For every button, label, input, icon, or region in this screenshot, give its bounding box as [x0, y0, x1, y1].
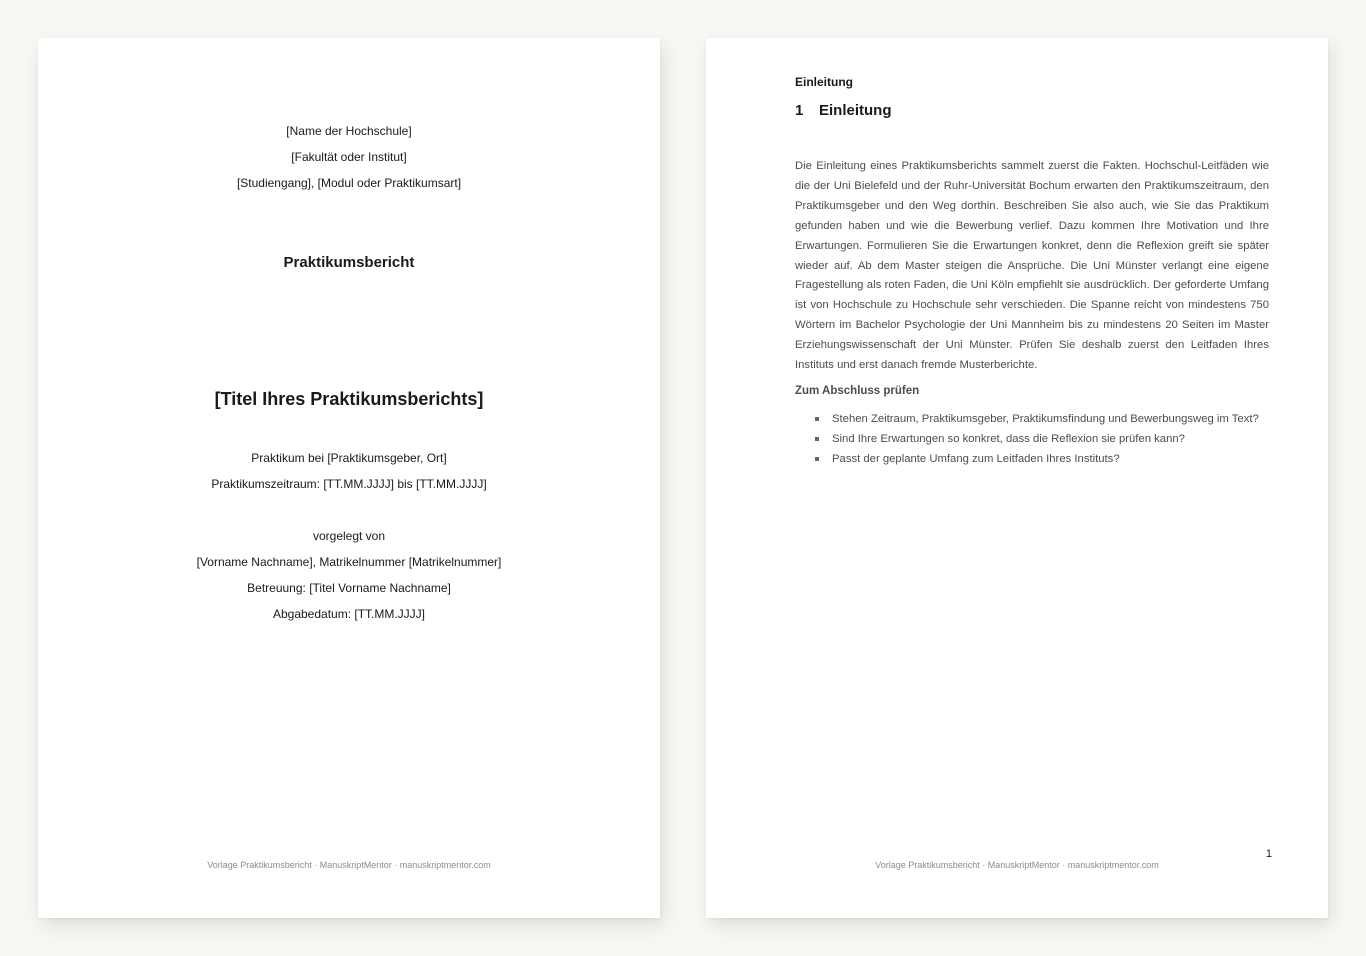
- list-item-text: Sind Ihre Erwartungen so konkret, dass die Reflexion sie prüfen kann?: [832, 433, 1185, 445]
- chapter-title: Einleitung: [819, 102, 892, 119]
- checklist: [795, 409, 1275, 469]
- university-name: [Name der Hochschule]: [286, 124, 412, 138]
- report-title: [Titel Ihres Praktikumsberichts]: [214, 389, 484, 409]
- body-paragraph: Die Einleitung eines Praktikumsberichts sammelt zuerst die Fakten. Hochschul-Leitfäden wie die der Uni Bielefeld und der Ruhr-Universität Bochum erwarten den Praktikumszeitraum, den Praktikumsgeber und den Weg dorthin. Beschreiben Sie also auch, wie Sie das Praktikum gefunden haben und wie die Bewerbung verlief. Dazu kommen Ihre Motivation und Ihre Erwartungen. Formulieren Sie die Erwartungen konkret, denn die Reflexion greift sie später wieder auf. Ab dem Master steigen die Ansprüche. Die Uni Münster verlangt eine eigene Fragestellung als roten Faden, die Uni Köln empfiehlt sie ausdrücklich. Der geforderte Umfang ist von Hochschule zu Hochschule sehr verschieden. Die Spanne reicht von mindestens 750 Wörtern im Bachelor Psychologie der Uni Mannheim bis zu mindestens 20 Seiten im Master Erziehungswissenschaft der Uni Münster. Prüfen Sie deshalb zuerst den Leitfaden Ihres Instituts und erst danach fremde Musterberichte.: [795, 160, 1269, 372]
- page-number: 1: [1265, 848, 1272, 860]
- list-item: [795, 429, 1275, 449]
- faculty-name: [Fakultät oder Institut]: [291, 150, 407, 164]
- submitted-by-label: vorgelegt von: [312, 529, 386, 543]
- supervisor-info: Betreuung: [Titel Vorname Nachname]: [247, 581, 451, 595]
- title-page: [38, 38, 660, 918]
- list-item-text: Stehen Zeitraum, Praktikumsgeber, Praktikumsfindung und Bewerbungsweg im Text?: [832, 413, 1259, 425]
- introduction-page: [706, 38, 1328, 918]
- list-item: [795, 409, 1275, 429]
- submission-date: Abgabedatum: [TT.MM.JJJJ]: [272, 607, 426, 621]
- checklist-heading: Zum Abschluss prüfen: [795, 385, 920, 397]
- internship-location: Praktikum bei [Praktikumsgeber, Ort]: [251, 451, 447, 465]
- program-name: [Studiengang], [Modul oder Praktikumsart]: [236, 176, 462, 190]
- page-footer: Vorlage Praktikumsbericht · ManuskriptMentor · manuskriptmentor.com: [875, 860, 1159, 870]
- square-bullet-icon: [815, 417, 819, 421]
- page-footer: Vorlage Praktikumsbericht · ManuskriptMentor · manuskriptmentor.com: [207, 860, 491, 870]
- internship-period: Praktikumszeitraum: [TT.MM.JJJJ] bis [TT.MM.JJJJ]: [211, 477, 487, 491]
- square-bullet-icon: [815, 437, 819, 441]
- document-type: Praktikumsbericht: [283, 254, 415, 271]
- chapter-number: 1: [795, 102, 804, 119]
- list-item: [795, 449, 1275, 469]
- list-item-text: Passt der geplante Umfang zum Leitfaden Ihres Instituts?: [832, 453, 1120, 465]
- student-info: [Vorname Nachname], Matrikelnummer [Matrikelnummer]: [196, 555, 502, 569]
- square-bullet-icon: [815, 457, 819, 461]
- chapter-heading: [795, 102, 892, 120]
- running-head: Einleitung: [795, 75, 853, 89]
